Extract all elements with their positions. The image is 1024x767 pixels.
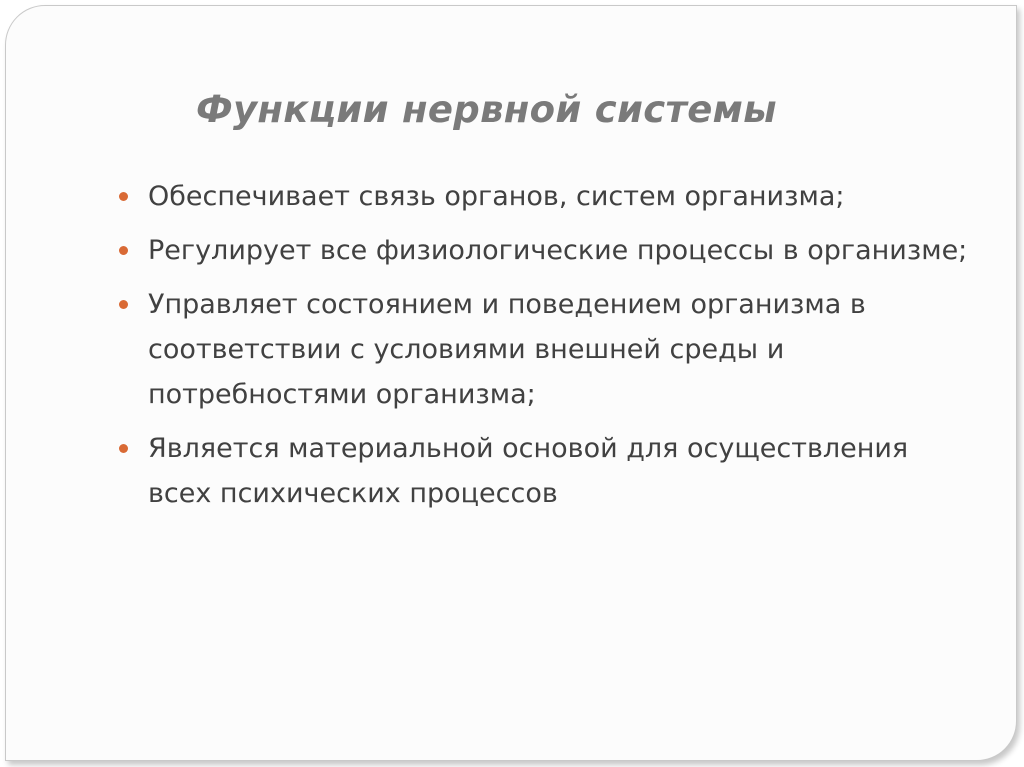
bullet-text: Управляет состоянием и поведением организма в соответствии с условиями внешней среды и потребностями организма;	[148, 289, 866, 410]
bullet-dot-icon	[119, 192, 128, 201]
slide-title: Функции нервной системы	[196, 88, 777, 131]
list-item	[119, 174, 969, 219]
bullet-text: Регулирует все физиологические процессы в организме;	[148, 235, 968, 266]
list-item	[119, 282, 969, 417]
bullet-text: Является материальной основой для осуществления всех психических процессов	[148, 433, 909, 509]
bullet-dot-icon	[119, 444, 128, 453]
bullet-list	[119, 174, 969, 525]
bullet-dot-icon	[119, 246, 128, 255]
slide-frame	[5, 5, 1017, 761]
bullet-text: Обеспечивает связь органов, систем организма;	[148, 181, 845, 212]
bullet-dot-icon	[119, 300, 128, 309]
list-item	[119, 426, 969, 516]
list-item	[119, 228, 969, 273]
